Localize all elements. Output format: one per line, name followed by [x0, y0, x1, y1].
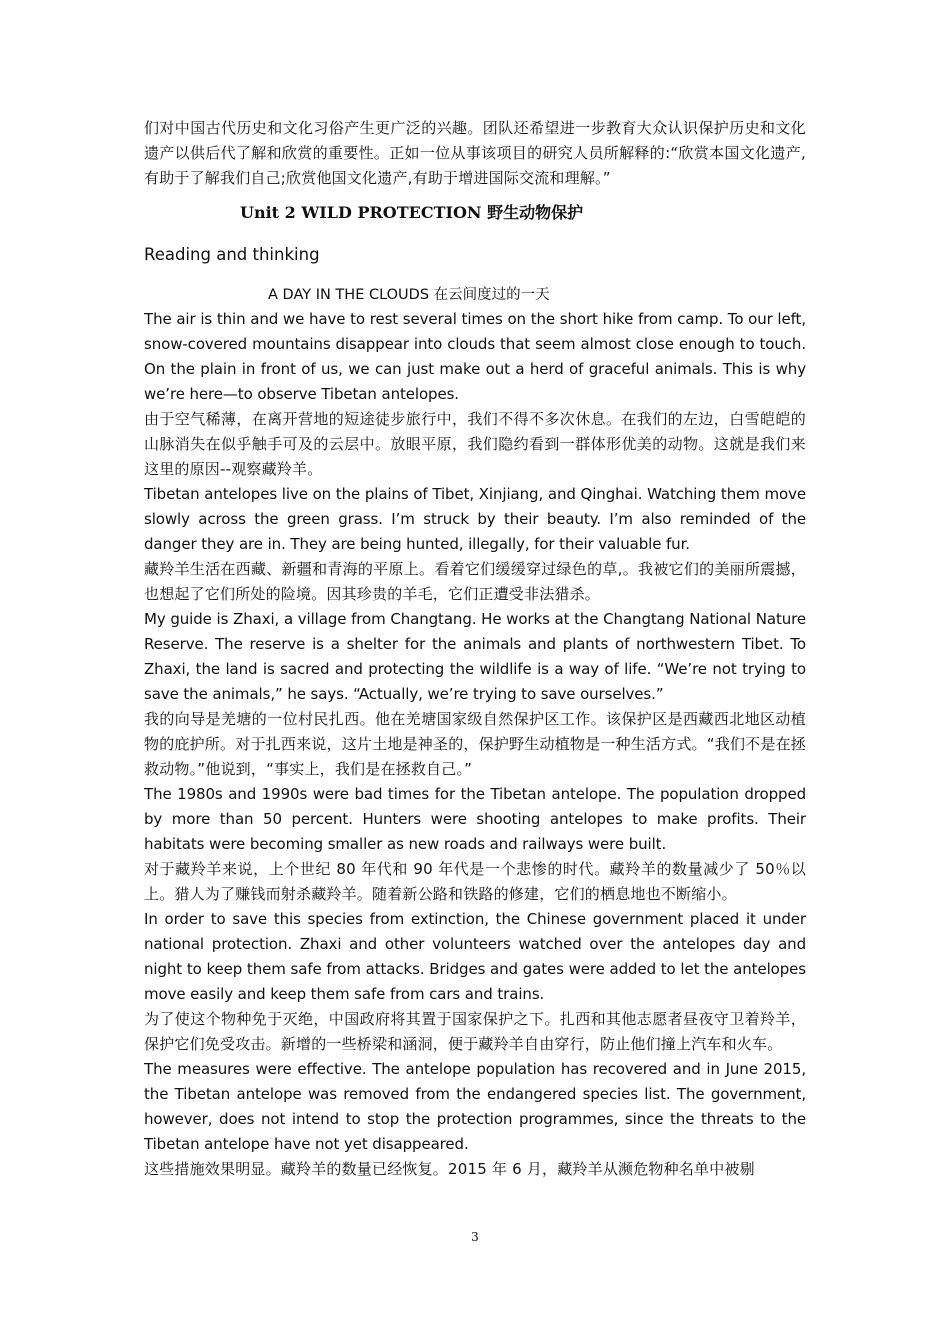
paragraph-zh-3: 我的向导是羌塘的一位村民扎西。他在羌塘国家级自然保护区工作。该保护区是西藏西北地区动植物的庇护所。对于扎西来说，这片土地是神圣的，保护野生动植物是一种生活方式。“我们不是在拯救动物。”他说到，“事实上，我们是在拯救自己。” [144, 710, 806, 778]
paragraph-en-4: The 1980s and 1990s were bad times for the Tibetan antelope. The population dropped by more than 50 percent. Hunters were shooting antelopes to make profits. Their habitats were becoming smaller as new roads and railways were built. [144, 785, 806, 853]
paragraph-en-1: The air is thin and we have to rest several times on the short hike from camp. To our left, snow-covered mountains disappear into clouds that seem almost close enough to touch. On the plain in front of us, we can just make out a herd of graceful animals. This is why we’re here—to observe Tibetan antelopes. [144, 310, 806, 403]
unit-title: Unit 2 WILD PROTECTION 野生动物保护 [240, 203, 584, 222]
article-title: A DAY IN THE CLOUDS 在云间度过的一天 [268, 287, 550, 303]
section-heading: Reading and thinking [144, 245, 320, 264]
paragraph-en-5: In order to save this species from extinction, the Chinese government placed it under national protection. Zhaxi and other volunteers watched over the antelopes day and night to keep them safe from attacks. Bridges and gates were added to let the antelopes move easily and keep them safe from cars and trains. [144, 910, 806, 1003]
paragraph-zh-5: 为了使这个物种免于灭绝，中国政府将其置于国家保护之下。扎西和其他志愿者昼夜守卫着羚羊，保护它们免受攻击。新增的一些桥梁和涵洞，便于藏羚羊自由穿行，防止他们撞上汽车和火车。 [144, 1010, 806, 1053]
paragraph-en-3: My guide is Zhaxi, a village from Changtang. He works at the Changtang National Nature Reserve. The reserve is a shelter for the animals and plants of northwestern Tibet. To Zhaxi, the land is sacred and protecting the wildlife is a way of life. “We’re not trying to save the animals,” he says. “Actually, we’re trying to save ourselves.” [144, 610, 806, 703]
paragraph-zh-4: 对于藏羚羊来说，上个世纪 80 年代和 90 年代是一个悲惨的时代。藏羚羊的数量减少了 50％以上。猎人为了赚钱而射杀藏羚羊。随着新公路和铁路的修建，它们的栖息地也不断缩小。 [144, 860, 806, 903]
paragraph-en-2: Tibetan antelopes live on the plains of Tibet, Xinjiang, and Qinghai. Watching them move slowly across the green grass. I’m struck by their beauty. I’m also reminded of the danger they are in. They are being hunted, illegally, for their valuable fur. [144, 485, 806, 553]
document-page [144, 116, 806, 1182]
paragraph-zh-2: 藏羚羊生活在西藏、新疆和青海的平原上。看着它们缓缓穿过绿色的草,。我被它们的美丽所震撼，也想起了它们所处的险境。因其珍贵的羊毛，它们正遭受非法猎杀。 [144, 560, 806, 603]
page-number: 3 [471, 1230, 479, 1244]
paragraph-zh-6: 这些措施效果明显。藏羚羊的数量已经恢复。2015 年 6 月，藏羚羊从濒危物种名单中被剔 [144, 1160, 755, 1178]
intro-paragraph: 们对中国古代历史和文化习俗产生更广泛的兴趣。团队还希望进一步教育大众认识保护历史和文化遗产以供后代了解和欣赏的重要性。正如一位从事该项目的研究人员所解释的:“欣赏本国文化遗产,有助于了解我们自己;欣赏他国文化遗产,有助于增进国际交流和理解。” [144, 119, 806, 187]
paragraph-zh-1: 由于空气稀薄，在离开营地的短途徒步旅行中，我们不得不多次休息。在我们的左边，白雪皑皑的山脉消失在似乎触手可及的云层中。放眼平原，我们隐约看到一群体形优美的动物。这就是我们来这里的原因--观察藏羚羊。 [144, 410, 806, 478]
paragraph-en-6: The measures were effective. The antelope population has recovered and in June 2015, the Tibetan antelope was removed from the endangered species list. The government, however, does not intend to stop the protection programmes, since the threats to the Tibetan antelope have not yet disappeared. [144, 1060, 806, 1153]
